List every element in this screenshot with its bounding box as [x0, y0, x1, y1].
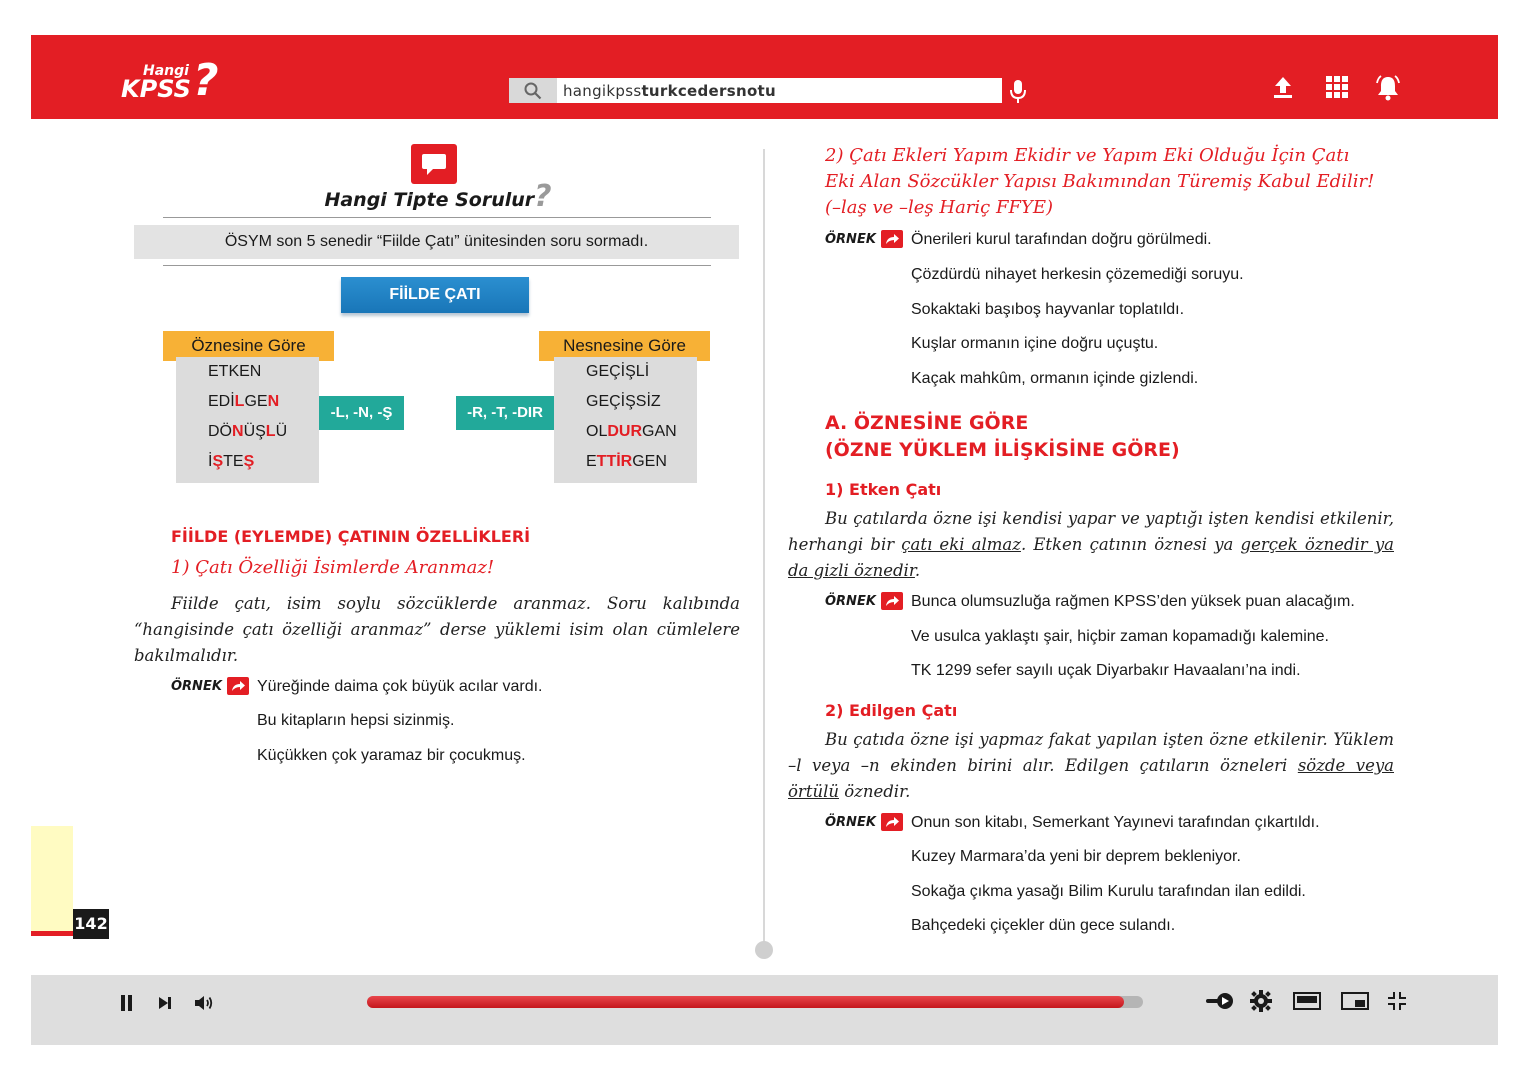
video-player-bar — [31, 975, 1498, 1045]
rule2-heading-line: Eki Alan Sözcükler Yapısı Bakımından Türemiş Kabul Edilir! — [825, 171, 1375, 192]
exit-fullscreen-icon[interactable] — [1387, 991, 1407, 1015]
rule2-heading-line: 2) Çatı Ekleri Yapım Ekidir ve Yapım Eki Olduğu İçin Çatı — [825, 145, 1350, 166]
rule1-heading: 1) Çatı Özelliği İsimlerde Aranmaz! — [171, 557, 495, 578]
section-title-question: ? — [534, 179, 552, 214]
search-icon[interactable] — [509, 78, 557, 103]
example-item: Önerileri kurul tarafından doğru görülmedi. — [911, 231, 1212, 248]
right-item-gecissiz: GEÇİŞSİZ — [586, 393, 661, 410]
left-item-donuslu: DÖNÜŞLÜ — [208, 423, 288, 440]
section-title-text: Hangi Tipte Sorulur — [324, 189, 535, 211]
left-item-istes: İŞTEŞ — [208, 453, 255, 470]
page-edge-strip — [31, 931, 75, 936]
etken-paragraph: Bu çatılarda özne işi kendisi yapar ve yaptığı işten kendisi etkilenir, herhangi bir çatı eki almaz. Etken çatının öznesi ya gerçek öznedir ya da gizli öznedir. — [788, 509, 1394, 580]
example-item: Bahçedeki çiçekler dün gece sulandı. — [911, 917, 1176, 934]
right-item-ettirgen: ETTİRGEN — [586, 453, 667, 470]
divider-line — [163, 265, 711, 266]
example-item: Kuşlar ormanın içine doğru uçuştu. — [911, 335, 1159, 352]
apps-grid-icon[interactable] — [1325, 75, 1349, 99]
speech-bubble-icon — [411, 144, 457, 184]
search-text-bold: turkcedersnotu — [641, 81, 776, 100]
divider-line — [163, 217, 711, 218]
page-divider — [763, 149, 765, 949]
left-group-heading: Öznesine Göre — [163, 331, 334, 361]
example-item: TK 1299 sefer sayılı uçak Diyarbakır Havaalanı’na indi. — [911, 662, 1301, 679]
example-item: Onun son kitabı, Semerkant Yayınevi tarafından çıkartıldı. — [911, 814, 1320, 831]
page-edge-tab — [31, 826, 73, 931]
example-item: Bu kitapların hepsi sizinmiş. — [257, 712, 455, 729]
arrow-icon — [881, 592, 903, 610]
volume-icon[interactable] — [193, 993, 215, 1017]
settings-gear-icon[interactable] — [1250, 990, 1272, 1016]
example-item: Sokağa çıkma yasağı Bilim Kurulu tarafından ilan edildi. — [911, 883, 1306, 900]
example-item: Ve usulca yaklaştı şair, hiçbir zaman kopamadığı kalemine. — [911, 628, 1329, 645]
osym-note: ÖSYM son 5 senedir “Fiilde Çatı” ünitesinden soru sormadı. — [134, 225, 739, 259]
right-group-box — [554, 357, 697, 483]
pause-icon[interactable] — [119, 993, 135, 1017]
autoplay-toggle-icon[interactable] — [1205, 991, 1235, 1015]
features-heading: FİİLDE (EYLEMDE) ÇATININ ÖZELLİKLERİ — [171, 527, 531, 546]
search-text-prefix: hangikpss — [563, 81, 642, 100]
progress-fill[interactable] — [367, 996, 1124, 1008]
section-a-heading — [825, 410, 1180, 464]
arrow-icon — [227, 677, 249, 695]
section-a-line: (ÖZNE YÜKLEM İLİŞKİSİNE GÖRE) — [825, 439, 1180, 461]
example-item: Bunca olumsuzluğa rağmen KPSS’den yüksek puan alacağım. — [911, 593, 1355, 610]
left-suffix-box: -L, -N, -Ş — [319, 396, 404, 430]
logo-question-mark: ? — [193, 55, 219, 106]
right-item-oldurgan: OLDURGAN — [586, 423, 677, 440]
theater-mode-icon[interactable] — [1293, 991, 1321, 1015]
left-item-etken: ETKEN — [208, 363, 262, 380]
ornek-label: ÖRNEK — [825, 232, 876, 247]
edilgen-paragraph: Bu çatıda özne işi yapmaz fakat yapılan işten özne etkilenir. Yüklem –l veya –n ekinden birini alır. Edilgen çatıların özneleri sözde veya örtülü öznedir. — [788, 730, 1394, 801]
example-item: Sokaktaki başıboş hayvanlar toplatıldı. — [911, 301, 1185, 318]
top-bar — [31, 35, 1498, 119]
example-item: Küçükken çok yaramaz bir çocukmuş. — [257, 747, 526, 764]
etken-heading: 1) Etken Çatı — [825, 480, 942, 499]
rule1-paragraph: Fiilde çatı, isim soylu sözcüklerde aranmaz. Soru kalıbında “hangisinde çatı özelliği aranmaz” derse yüklemi isim olan cümlelere bakılmalıdır. — [134, 594, 740, 665]
ornek-label: ÖRNEK — [171, 679, 222, 694]
scroll-handle[interactable] — [755, 941, 773, 959]
right-suffix-box: -R, -T, -DIR — [456, 396, 554, 430]
search-input[interactable] — [557, 82, 776, 100]
logo-big-text: KPSS — [121, 75, 191, 103]
left-item-edilgen: EDİLGEN — [208, 393, 280, 410]
diagram-root: FİİLDE ÇATI — [341, 277, 529, 313]
right-item-gecisli: GEÇİŞLİ — [586, 363, 650, 380]
kpss-logo[interactable] — [119, 55, 239, 106]
next-icon[interactable] — [157, 995, 173, 1015]
search-bar[interactable] — [509, 78, 1002, 103]
logo-small-text: Hangi — [143, 63, 189, 79]
arrow-icon — [881, 813, 903, 831]
page-number: 142 — [73, 909, 109, 939]
upload-icon[interactable] — [1271, 75, 1295, 99]
book-page — [31, 119, 1498, 975]
rule2-heading — [825, 143, 1374, 221]
example-item: Yüreğinde daima çok büyük acılar vardı. — [257, 678, 543, 695]
section-a-line: A. ÖZNESİNE GÖRE — [825, 412, 1029, 434]
example-item: Çözdürdü nihayet herkesin çözemediği soruyu. — [911, 266, 1244, 283]
right-group-heading: Nesnesine Göre — [539, 331, 710, 361]
example-item: Kuzey Marmara’da yeni bir deprem bekleniyor. — [911, 848, 1241, 865]
edilgen-heading: 2) Edilgen Çatı — [825, 701, 958, 720]
ornek-label: ÖRNEK — [825, 815, 876, 830]
ornek-label: ÖRNEK — [825, 594, 876, 609]
section-title — [163, 179, 713, 214]
arrow-icon — [881, 230, 903, 248]
example-item: Kaçak mahkûm, ormanın içinde gizlendi. — [911, 370, 1199, 387]
miniplayer-icon[interactable] — [1341, 991, 1369, 1015]
microphone-icon[interactable] — [1009, 79, 1027, 105]
rule2-heading-line: (–laş ve –leş Hariç FFYE) — [825, 197, 1053, 218]
left-group-box — [176, 357, 319, 483]
notification-bell-icon[interactable] — [1376, 75, 1400, 99]
